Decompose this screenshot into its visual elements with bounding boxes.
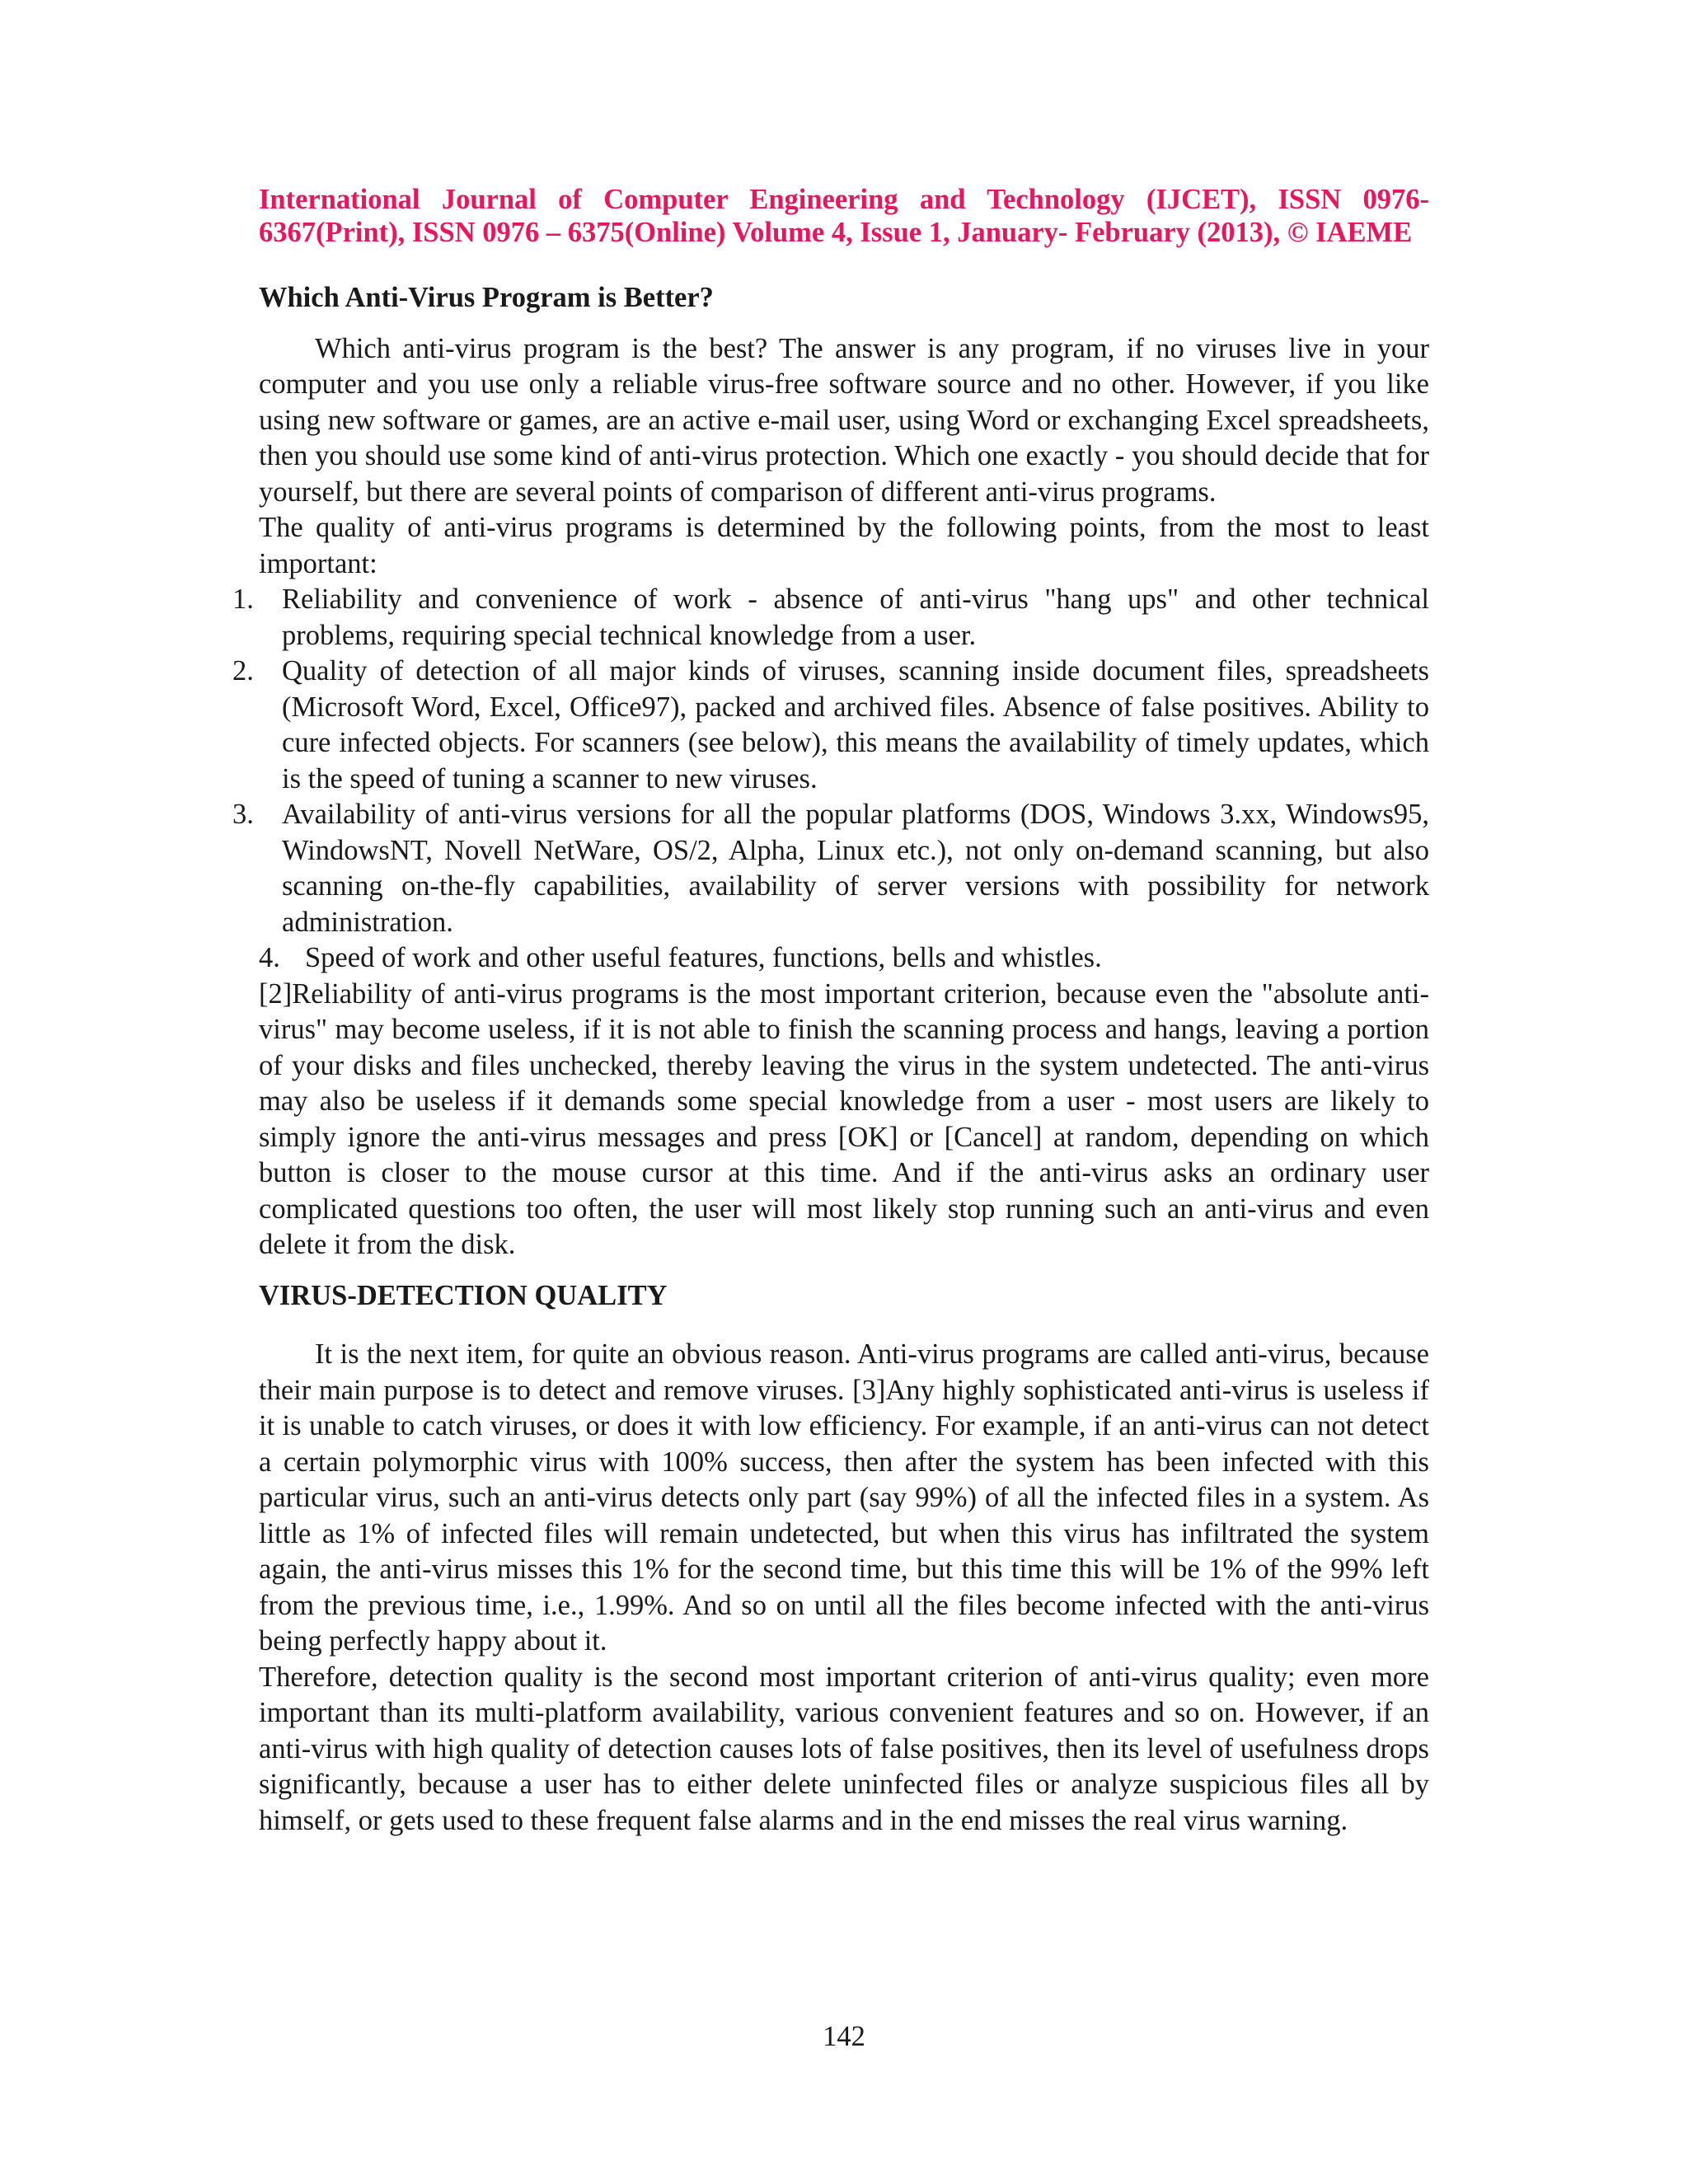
paragraph: Therefore, detection quality is the second most important criterion of anti-virus quality; even more important than its multi-platform availability, various convenient features and so on. However, if an anti-virus with high quality of detection causes lots of false positives, then its level of usefulness drops significantly, because a user has to either delete uninfected files or analyze suspicious files all by himself, or gets used to these frequent false alarms and in the end misses the real virus warning. <box>259 1661 1429 1836</box>
list-item-number: 2. <box>232 655 254 687</box>
list-item-text: Reliability and convenience of work - absence of anti-virus "hang ups" and other technical problems, requiring special technical knowledge from a user. <box>282 583 1429 651</box>
journal-header-line-1: International Journal of Computer Engineering and Technology (IJCET), ISSN 0976- <box>259 184 1429 215</box>
list-item-text: Quality of detection of all major kinds of viruses, scanning inside document files, spreadsheets (Microsoft Word, Excel, Office97), packed and archived files. Absence of false positives. Ability to cure infected objects. For scanners (see below), this means the availability of timely updates, which is the speed of tuning a scanner to new viruses. <box>282 655 1429 794</box>
paragraph: Which anti-virus program is the best? The answer is any program, if no viruses live in your computer and you use only a reliable virus-free software source and no other. However, if you like using new software or games, are an active e-mail user, using Word or exchanging Excel spreadsheets, then you should use some kind of anti-virus protection. Which one exactly - you should decide that for yourself, but there are several points of comparison of different anti-virus programs. <box>259 332 1429 508</box>
paragraph: The quality of anti-virus programs is determined by the following points, from the most to least important: <box>259 512 1429 579</box>
journal-header <box>259 183 1429 249</box>
list-item <box>232 654 1429 797</box>
paragraph: [2]Reliability of anti-virus programs is the most important criterion, because even the "absolute anti-virus" may become useless, if it is not able to finish the scanning process and hangs, leaving a portion of your disks and files unchecked, thereby leaving the virus in the system undetected. The anti-virus may also be useless if it demands some special knowledge from a user - most users are likely to simply ignore the anti-virus messages and press [OK] or [Cancel] at random, depending on which button is closer to the mouse cursor at this time. And if the anti-virus asks an ordinary user complicated questions too often, the user will most likely stop running such an anti-virus and even delete it from the disk. <box>259 977 1429 1260</box>
list-item-number: 3. <box>232 799 254 830</box>
section-heading-which-antivirus: Which Anti-Virus Program is Better? <box>259 282 714 313</box>
list-item <box>232 582 1429 654</box>
paragraph: It is the next item, for quite an obvious reason. Anti-virus programs are called anti-virus, because their main purpose is to detect and remove viruses. [3]Any highly sophisticated anti-virus is useless if it is unable to catch viruses, or does it with low efficiency. For example, if an anti-virus can not detect a certain polymorphic virus with 100% success, then after the system has been infected with this particular virus, such an anti-virus detects only part (say 99%) of all the infected files in a system. As little as 1% of infected files will remain undetected, but when this virus has infiltrated the system again, the anti-virus misses this 1% for the second time, but this time this will be 1% of the 99% left from the previous time, i.e., 1.99%. And so on until all the files become infected with the anti-virus being perfectly happy about it. <box>259 1338 1429 1657</box>
journal-header-line-2: 6367(Print), ISSN 0976 – 6375(Online) Volume 4, Issue 1, January- February (2013), © IAEME <box>259 217 1413 248</box>
list-item <box>232 797 1429 940</box>
list-item-text: Availability of anti-virus versions for all the popular platforms (DOS, Windows 3.xx, Windows95, WindowsNT, Novell NetWare, OS/2, Alpha, Linux etc.), not only on-demand scanning, but also scanning on-the-fly capabilities, availability of server versions with possibility for network administration. <box>282 799 1429 938</box>
list-item-text: Speed of work and other useful features, functions, bells and whistles. <box>305 942 1102 973</box>
article-body <box>232 280 1429 1839</box>
page-number: 142 <box>823 2021 865 2052</box>
list-item-number: 1. <box>232 583 254 615</box>
list-item <box>259 940 1429 977</box>
section-heading-virus-detection: VIRUS-DETECTION QUALITY <box>259 1279 668 1311</box>
criteria-list <box>232 582 1429 977</box>
list-item-number: 4. <box>259 942 280 973</box>
